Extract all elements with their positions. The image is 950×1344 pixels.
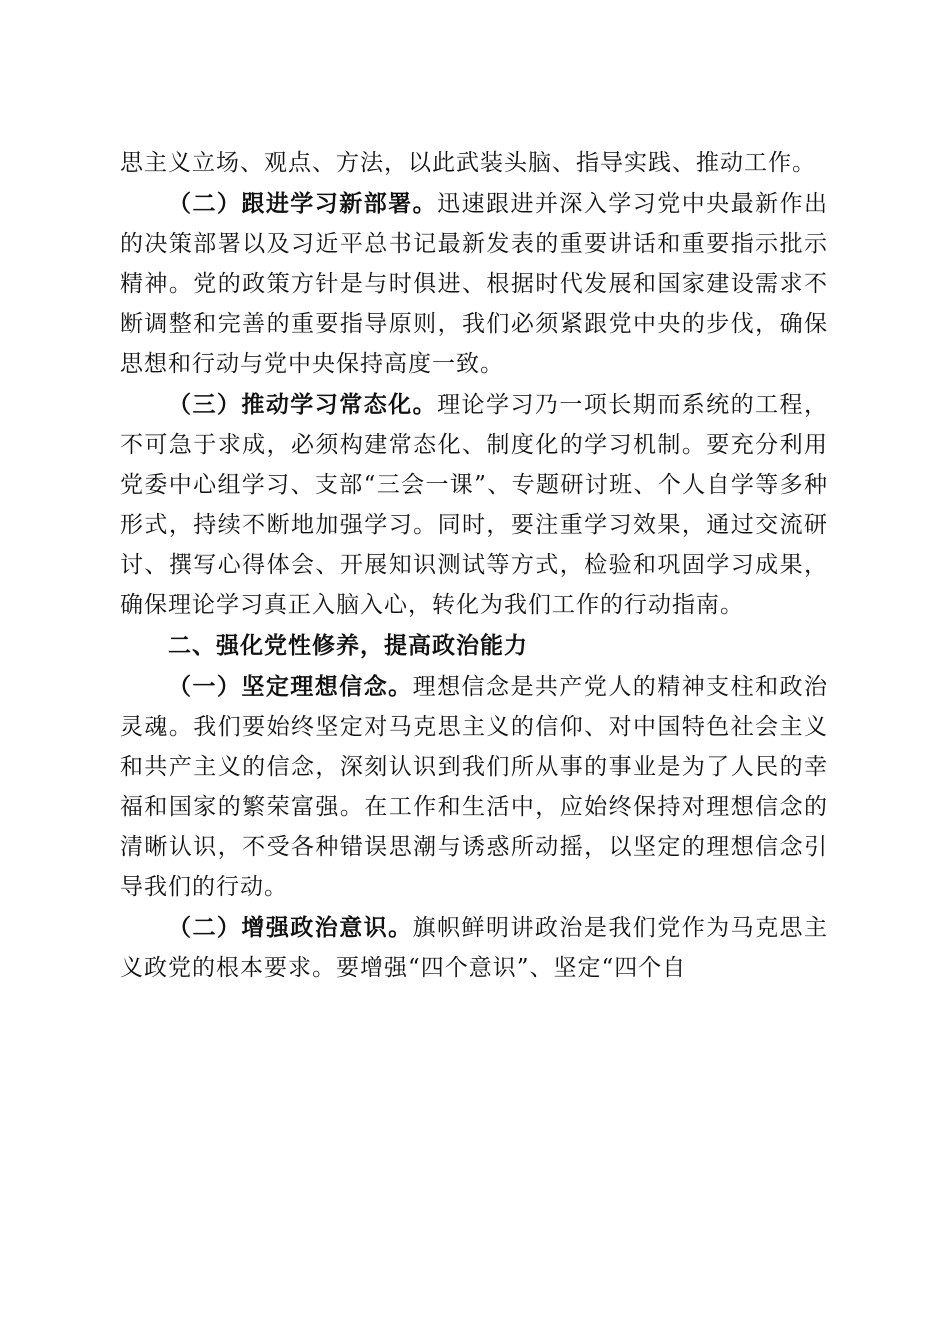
- paragraph-lead: （三）推动学习常态化。: [168, 392, 438, 418]
- paragraph-lead: （二）跟进学习新部署。: [168, 191, 438, 217]
- paragraph-follow-new-deployment: [120, 184, 828, 384]
- paragraph-normalize-learning: [120, 385, 828, 625]
- paragraph-continuation: [120, 143, 828, 183]
- paragraph-text: 理想信念是共产党人的精神支柱和政治灵魂。我们要始终坚定对马克思主义的信仰、对中国特色社会主义和共产主义的信念，深刻认识到我们所从事的事业是为了人民的幸福和国家的繁荣富强。在工作和生活中，应始终保持对理想信念的清晰认识，不受各种错误思潮与诱惑所动摇，以坚定的理想信念引导我们的行动。: [120, 674, 829, 900]
- paragraph-text: 迅速跟进并深入学习党中央最新作出的决策部署以及习近平总书记最新发表的重要讲话和重要指示批示精神。党的政策方针是与时俱进、根据时代发展和国家建设需求不断调整和完善的重要指导原则，我们必须紧跟党中央的步伐，确保思想和行动与党中央保持高度一致。: [120, 191, 829, 377]
- paragraph-political-awareness: [120, 908, 828, 988]
- section-heading: 二、强化党性修养，提高政治能力: [168, 633, 528, 659]
- paragraph-lead: （二）增强政治意识。: [168, 915, 413, 941]
- paragraph-text: 旗帜鲜明讲政治是我们党作为马克思主义政党的根本要求。要增强“四个意识”、坚定“四个自: [120, 915, 829, 981]
- document-page: [120, 143, 828, 989]
- paragraph-firm-ideals: [120, 667, 828, 907]
- paragraph-text: 理论学习乃一项长期而系统的工程，不可急于求成，必须构建常态化、制度化的学习机制。要充分利用党委中心组学习、支部“三会一课”、专题研讨班、个人自学等多种形式，持续不断地加强学习。同时，要注重学习效果，通过交流研讨、撰写心得体会、开展知识测试等方式，检验和巩固学习成果，确保理论学习真正入脑入心，转化为我们工作的行动指南。: [120, 392, 829, 618]
- paragraph-text: 思主义立场、观点、方法，以此武装头脑、指导实践、推动工作。: [120, 150, 816, 176]
- paragraph-lead: （一）坚定理想信念。: [168, 674, 413, 700]
